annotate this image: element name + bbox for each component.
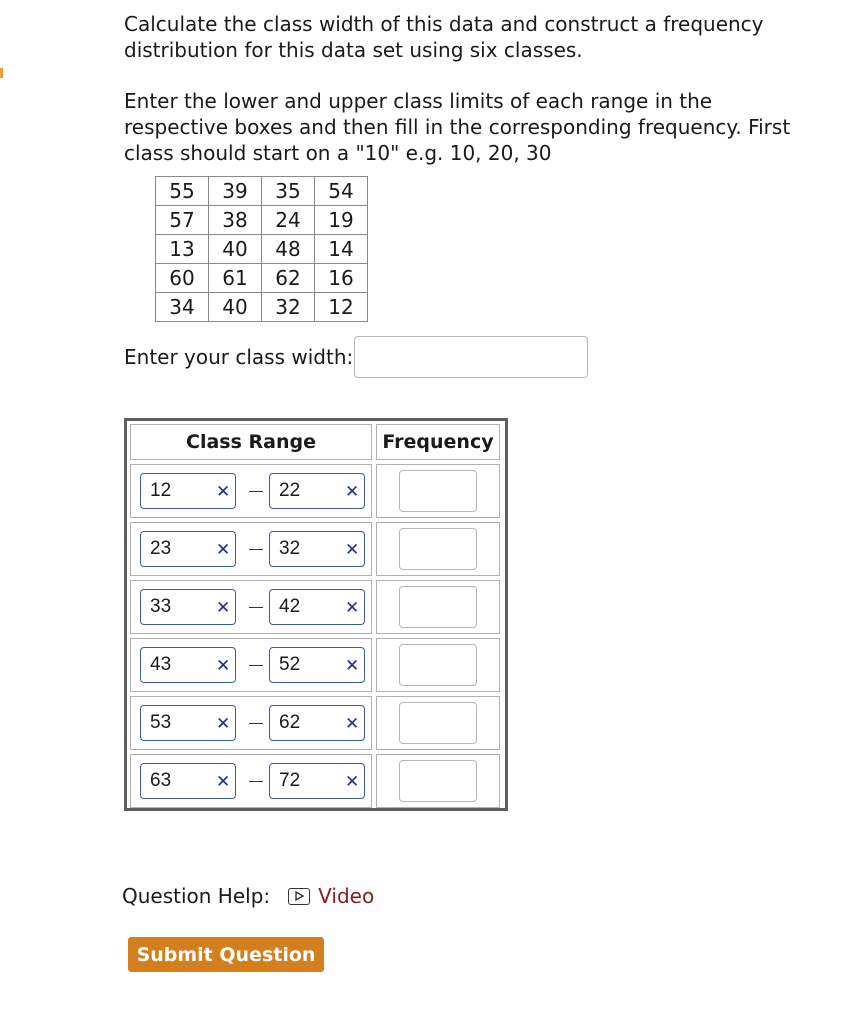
lower-class-limit-input[interactable] (140, 763, 236, 799)
lower-class-limit-input[interactable] (140, 531, 236, 567)
question-instructions: Enter the lower and upper class limits of each range in the respective boxes and then fill in the corresponding frequency. First class should start on a "10" e.g. 10, 20, 30 (124, 89, 791, 165)
data-cell: 12 (315, 293, 368, 322)
data-cell: 48 (262, 235, 315, 264)
frequency-cell (376, 522, 500, 576)
play-icon (294, 891, 304, 901)
data-cell: 40 (209, 235, 262, 264)
class-width-input[interactable] (354, 336, 588, 378)
lower-class-limit-input[interactable] (140, 589, 236, 625)
upper-class-limit-input[interactable] (269, 531, 365, 567)
lower-class-limit-value: 12 (150, 480, 172, 501)
incorrect-icon: ✕ (345, 772, 360, 792)
lower-class-limit-input[interactable] (140, 705, 236, 741)
class-range-cell (130, 638, 372, 692)
left-accent-mark (0, 68, 3, 78)
upper-class-limit-value: 22 (279, 480, 301, 501)
data-cell: 34 (156, 293, 209, 322)
frequency-input[interactable] (399, 644, 477, 686)
frequency-header: Frequency (376, 424, 500, 460)
data-cell: 19 (315, 206, 368, 235)
data-cell: 55 (156, 177, 209, 206)
upper-class-limit-input[interactable] (269, 763, 365, 799)
class-width-label: Enter your class width: (124, 345, 354, 369)
video-icon[interactable] (288, 888, 310, 905)
incorrect-icon: ✕ (216, 598, 231, 618)
data-cell: 54 (315, 177, 368, 206)
incorrect-icon: ✕ (345, 598, 360, 618)
data-cell: 14 (315, 235, 368, 264)
data-cell: 16 (315, 264, 368, 293)
data-row (156, 235, 368, 264)
class-range-cell (130, 754, 372, 808)
frequency-cell (376, 580, 500, 634)
frequency-cell (376, 638, 500, 692)
upper-class-limit-value: 52 (279, 654, 301, 675)
lower-class-limit-value: 63 (150, 770, 172, 791)
data-set-table (155, 176, 368, 322)
range-separator (249, 665, 263, 666)
frequency-input[interactable] (399, 586, 477, 628)
question-help (122, 883, 374, 909)
data-cell: 35 (262, 177, 315, 206)
upper-class-limit-input[interactable] (269, 589, 365, 625)
class-range-cell (130, 696, 372, 750)
upper-class-limit-input[interactable] (269, 705, 365, 741)
frequency-cell (376, 464, 500, 518)
frequency-input[interactable] (399, 702, 477, 744)
class-range-cell (130, 464, 372, 518)
upper-class-limit-input[interactable] (269, 473, 365, 509)
frequency-input[interactable] (399, 760, 477, 802)
data-row (156, 264, 368, 293)
frequency-distribution-table (124, 418, 508, 811)
upper-class-limit-value: 62 (279, 712, 301, 733)
lower-class-limit-value: 43 (150, 654, 172, 675)
data-cell: 38 (209, 206, 262, 235)
data-cell: 62 (262, 264, 315, 293)
lower-class-limit-input[interactable] (140, 647, 236, 683)
data-row (156, 177, 368, 206)
data-cell: 61 (209, 264, 262, 293)
data-cell: 39 (209, 177, 262, 206)
upper-class-limit-value: 32 (279, 538, 301, 559)
incorrect-icon: ✕ (216, 656, 231, 676)
data-cell: 60 (156, 264, 209, 293)
incorrect-icon: ✕ (216, 540, 231, 560)
range-separator (249, 781, 263, 782)
incorrect-icon: ✕ (216, 714, 231, 734)
range-separator (249, 723, 263, 724)
video-link[interactable]: Video (318, 884, 375, 908)
lower-class-limit-value: 53 (150, 712, 172, 733)
incorrect-icon: ✕ (345, 482, 360, 502)
lower-class-limit-input[interactable] (140, 473, 236, 509)
data-cell: 13 (156, 235, 209, 264)
lower-class-limit-value: 33 (150, 596, 172, 617)
range-separator (249, 607, 263, 608)
incorrect-icon: ✕ (345, 714, 360, 734)
submit-question-button[interactable]: Submit Question (128, 937, 324, 972)
upper-class-limit-input[interactable] (269, 647, 365, 683)
incorrect-icon: ✕ (216, 482, 231, 502)
upper-class-limit-value: 72 (279, 770, 301, 791)
data-cell: 40 (209, 293, 262, 322)
question-prompt: Calculate the class width of this data and construct a frequency distribution for this data set using six classes. (124, 12, 764, 62)
data-cell: 57 (156, 206, 209, 235)
data-cell: 32 (262, 293, 315, 322)
frequency-cell (376, 696, 500, 750)
incorrect-icon: ✕ (345, 656, 360, 676)
incorrect-icon: ✕ (345, 540, 360, 560)
frequency-cell (376, 754, 500, 808)
frequency-input[interactable] (399, 470, 477, 512)
range-separator (249, 549, 263, 550)
data-cell: 24 (262, 206, 315, 235)
data-row (156, 293, 368, 322)
frequency-input[interactable] (399, 528, 477, 570)
question-help-label: Question Help: (122, 884, 271, 908)
class-range-cell (130, 522, 372, 576)
incorrect-icon: ✕ (216, 772, 231, 792)
class-range-header: Class Range (130, 424, 372, 460)
data-row (156, 206, 368, 235)
class-range-cell (130, 580, 372, 634)
range-separator (249, 491, 263, 492)
lower-class-limit-value: 23 (150, 538, 172, 559)
upper-class-limit-value: 42 (279, 596, 301, 617)
